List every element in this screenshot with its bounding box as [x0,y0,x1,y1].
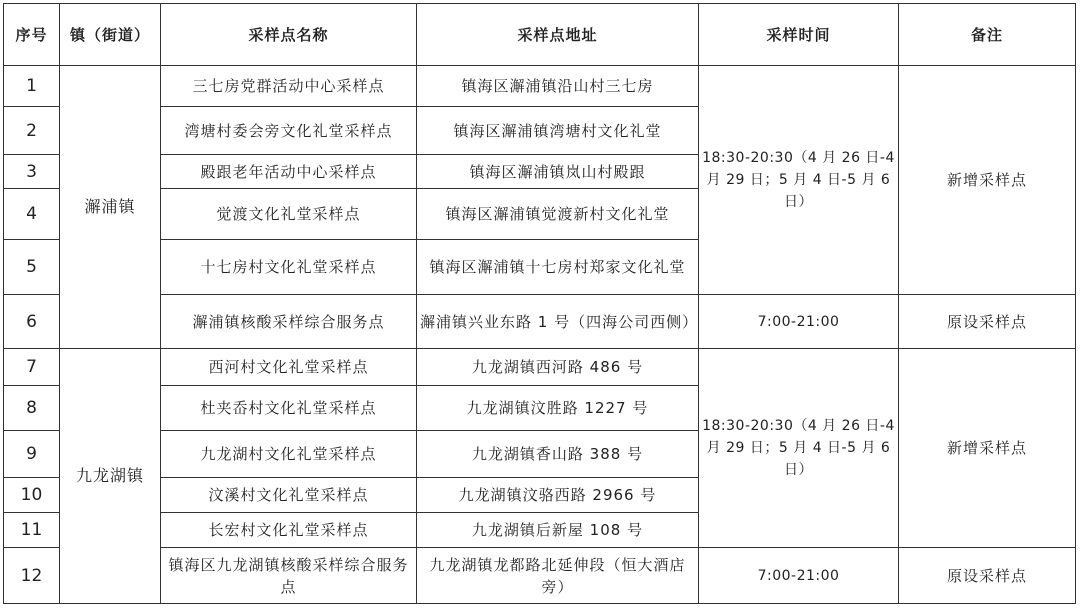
site-name: 殿跟老年活动中心采样点 [161,155,417,189]
note-cell: 原设采样点 [899,548,1076,604]
row-number: 6 [4,295,60,349]
sampling-sites-table [3,3,1076,604]
row-number: 1 [4,66,60,107]
site-name: 澥浦镇核酸采样综合服务点 [161,295,417,349]
site-address: 镇海区澥浦镇沿山村三七房 [417,66,699,107]
site-address: 九龙湖镇汶胜路 1227 号 [417,386,699,431]
site-address: 九龙湖镇西河路 486 号 [417,349,699,386]
row-number: 10 [4,478,60,513]
site-name: 湾塘村委会旁文化礼堂采样点 [161,107,417,155]
site-address: 澥浦镇兴业东路 1 号（四海公司西侧） [417,295,699,349]
row-number: 3 [4,155,60,189]
site-name: 觉渡文化礼堂采样点 [161,189,417,240]
header-note: 备注 [899,4,1076,66]
site-name: 杜夹岙村文化礼堂采样点 [161,386,417,431]
site-name: 长宏村文化礼堂采样点 [161,513,417,548]
sampling-time: 7:00-21:00 [699,548,899,604]
site-address: 九龙湖镇龙都路北延伸段（恒大酒店旁） [417,548,699,604]
header-site-name: 采样点名称 [161,4,417,66]
site-address: 九龙湖镇香山路 388 号 [417,431,699,478]
site-address: 九龙湖镇后新屋 108 号 [417,513,699,548]
note-cell: 原设采样点 [899,295,1076,349]
site-name: 西河村文化礼堂采样点 [161,349,417,386]
row-number: 9 [4,431,60,478]
sampling-time: 18:30-20:30（4 月 26 日-4 月 29 日；5 月 4 日-5 月 6 日） [699,349,899,548]
sampling-time: 18:30-20:30（4 月 26 日-4 月 29 日；5 月 4 日-5 月 6 日） [699,66,899,295]
sampling-time: 7:00-21:00 [699,295,899,349]
site-name: 十七房村文化礼堂采样点 [161,240,417,295]
site-name: 九龙湖村文化礼堂采样点 [161,431,417,478]
row-number: 4 [4,189,60,240]
row-number: 8 [4,386,60,431]
header-no: 序号 [4,4,60,66]
site-name: 汶溪村文化礼堂采样点 [161,478,417,513]
table-header-row [4,4,1076,66]
header-address: 采样点地址 [417,4,699,66]
site-address: 镇海区澥浦镇湾塘村文化礼堂 [417,107,699,155]
row-number: 12 [4,548,60,604]
site-address: 九龙湖镇汶骆西路 2966 号 [417,478,699,513]
table-row [4,349,1076,386]
note-cell: 新增采样点 [899,66,1076,295]
header-time: 采样时间 [699,4,899,66]
town-cell: 澥浦镇 [60,66,161,349]
table-row [4,66,1076,107]
site-name: 镇海区九龙湖镇核酸采样综合服务点 [161,548,417,604]
row-number: 2 [4,107,60,155]
site-address: 镇海区澥浦镇十七房村郑家文化礼堂 [417,240,699,295]
note-cell: 新增采样点 [899,349,1076,548]
site-address: 镇海区澥浦镇岚山村殿跟 [417,155,699,189]
site-name: 三七房党群活动中心采样点 [161,66,417,107]
row-number: 5 [4,240,60,295]
row-number: 11 [4,513,60,548]
table-row [4,295,1076,349]
table-row [4,548,1076,604]
town-cell: 九龙湖镇 [60,349,161,604]
row-number: 7 [4,349,60,386]
header-town: 镇（街道） [60,4,161,66]
site-address: 镇海区澥浦镇觉渡新村文化礼堂 [417,189,699,240]
